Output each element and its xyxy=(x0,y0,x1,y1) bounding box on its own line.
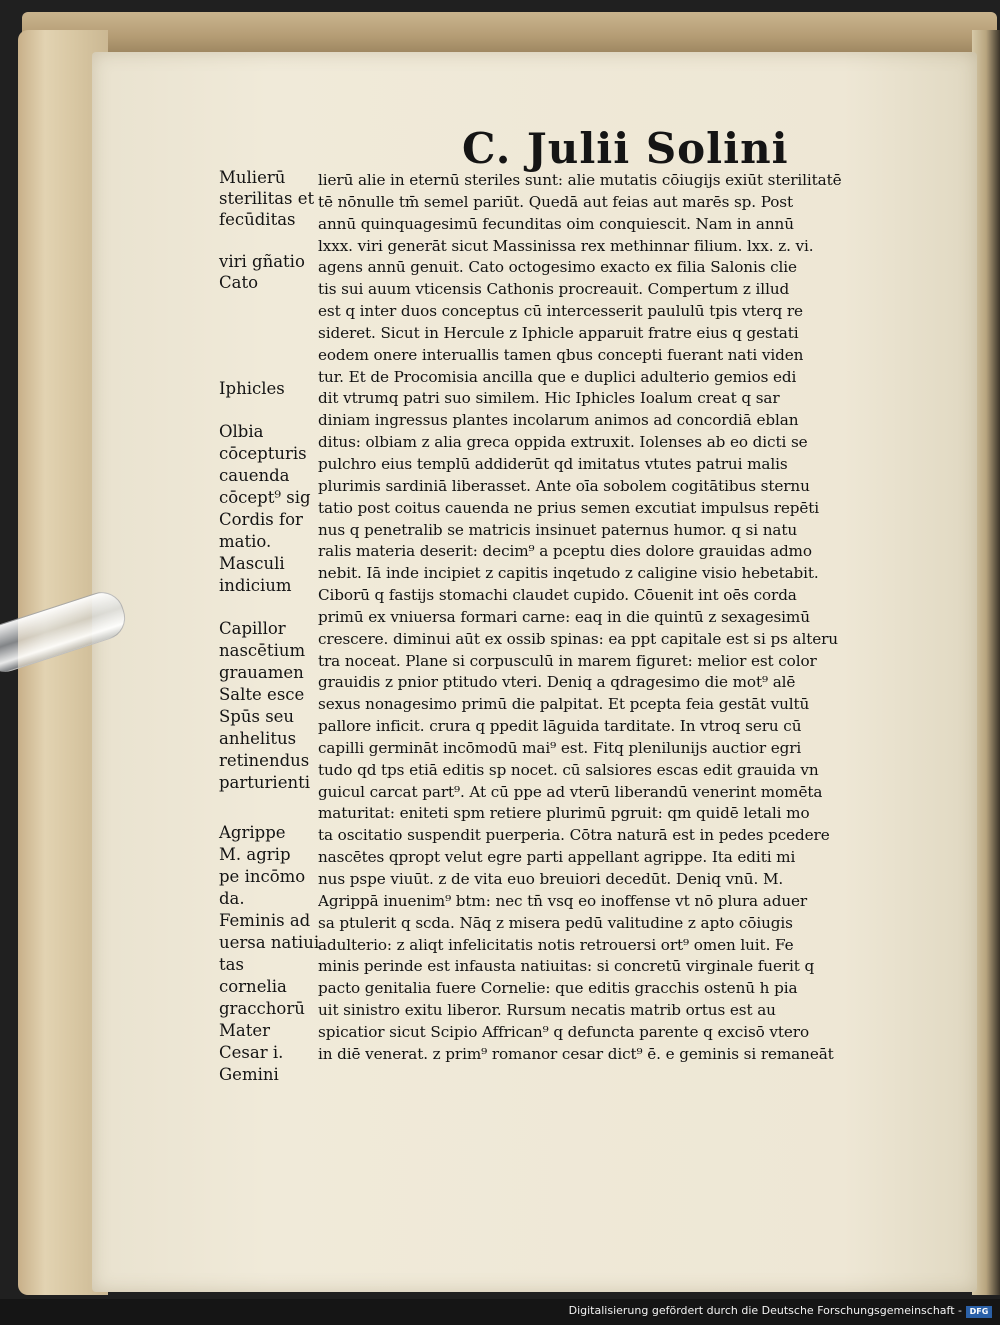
body-text-block xyxy=(318,170,908,1066)
text-line: diniam ingressus plantes incolarum animos ad concordiā eblan xyxy=(318,411,799,430)
text-line: sideret. Sicut in Hercule z Iphicle apparuit fratre eius q gestati xyxy=(318,323,799,342)
text-line: guicul carcat part⁹. At cū ppe ad vterū liberandū venerint momēta xyxy=(318,782,823,801)
text-line: dit vtrumq patri suo similem. Hic Iphicles Ioalum creat q sar xyxy=(318,389,780,408)
marginal-note: indicium xyxy=(219,576,292,595)
marginal-note: cōcept⁹ sig xyxy=(219,488,311,507)
text-line: capilli germināt incōmodū mai⁹ est. Fitq plenilunijs auctior egri xyxy=(318,738,802,757)
text-line: plurimis sardiniā liberasset. Ante oīa sobolem cogitātibus sternu xyxy=(318,476,810,495)
marginal-note: tas xyxy=(219,955,244,974)
marginal-note: Spūs seu xyxy=(219,707,295,726)
text-line: lierū alie in eternū steriles sunt: alie mutatis cōiugijs exiūt sterilitatē xyxy=(318,171,842,189)
text-line: ta oscitatio suspendit puerperia. Cōtra naturā est in pedes pcedere xyxy=(318,826,830,845)
marginal-note: fecūditas xyxy=(219,210,296,229)
marginal-note: cornelia xyxy=(219,977,287,996)
text-line: pallore inficit. crura q ppedit lāguida tarditate. In vtroq seru cū xyxy=(318,717,802,736)
marginal-note: grauamen xyxy=(219,663,304,682)
text-line: nascētes qpropt velut egre parti appellant agrippe. Ita editi mi xyxy=(318,848,796,867)
marginal-note: Cato xyxy=(219,273,259,292)
text-line: sexus nonagesimo primū die palpitat. Et pcepta feia gestāt vultū xyxy=(318,695,810,714)
marginal-note: Salte esce xyxy=(219,685,305,704)
marginal-note: anhelitus xyxy=(219,729,297,748)
marginal-note: Masculi xyxy=(219,554,285,573)
marginal-note: Mulierū xyxy=(219,168,286,187)
marginal-note: M. agrip xyxy=(219,845,291,864)
marginal-note: matio. xyxy=(219,532,272,551)
text-line: ralis materia deserit: decim⁹ a pceptu dies dolore grauidas admo xyxy=(318,542,812,561)
text-line: Ciborū q fastijs stomachi claudet cupido. Cōuenit int oēs corda xyxy=(318,586,797,605)
text-line: spicatior sicut Scipio Affrican⁹ q defuncta parente q excisō vtero xyxy=(318,1022,809,1041)
text-line: in diē venerat. z prim⁹ romanor cesar dict⁹ ē. e geminis si remaneāt xyxy=(318,1044,834,1063)
text-line: minis perinde est infausta natiuitas: si concretū virginale fuerit q xyxy=(318,957,815,976)
running-head: C. Julii Solini xyxy=(462,124,789,173)
marginal-note: uersa natiui xyxy=(219,933,320,952)
marginal-note: Cesar i. xyxy=(219,1043,284,1062)
marginal-note: nascētium xyxy=(219,641,306,660)
marginal-note: Iphicles xyxy=(219,379,285,398)
text-line: annū quinquagesimū fecunditas oim conquiescit. Nam in annū xyxy=(318,214,794,233)
text-line: ditus: olbiam z alia greca oppida extruxit. Iolenses ab eo dicti se xyxy=(318,433,808,452)
text-line: tē nōnulle tm̄ semel pariūt. Quedā aut feias aut marēs sp. Post xyxy=(318,192,794,211)
text-line: tur. Et de Procomisia ancilla que e duplici adulterio gemios edi xyxy=(318,367,797,386)
dfg-logo: DFG xyxy=(966,1306,992,1318)
text-line: agens annū genuit. Cato octogesimo exacto ex filia Salonis clie xyxy=(318,258,797,277)
text-line: tis sui auum vticensis Cathonis procreauit. Compertum z illud xyxy=(318,280,790,299)
marginal-note: cōcepturis xyxy=(219,444,307,463)
text-line: uit sinistro exitu liberor. Rursum necatis matrib ortus est au xyxy=(318,1001,776,1020)
marginal-note: Gemini xyxy=(219,1065,279,1084)
text-line: nebit. Iā inde incipiet z capitis inqetudo z caligine visio hebetabit. xyxy=(318,564,819,583)
text-line: nus pspe viuūt. z de vita euo breuiori decedūt. Deniq vnū. M. xyxy=(318,870,784,888)
text-line: tra noceat. Plane si corpusculū in marem figuret: melior est color xyxy=(318,651,817,670)
marginal-note: parturienti xyxy=(219,773,311,792)
text-line: Agrippā inuenim⁹ btm: nec tn̄ vsq eo inoffense vt nō plura aduer xyxy=(318,891,808,910)
text-line: grauidis z pnior ptitudo vteri. Deniq a qdragesimo die mot⁹ alē xyxy=(318,673,796,692)
text-line: pacto genitalia fuere Cornelie: que editis gracchis ostenū h pia xyxy=(318,979,798,998)
marginal-note: Cordis for xyxy=(219,510,303,529)
marginal-note: retinendus xyxy=(219,751,310,770)
text-line: primū ex vniuersa formari carne: eaq in die quintū z sexagesimū xyxy=(318,607,810,626)
marginal-note: pe incōmo xyxy=(219,867,306,886)
digitization-credit: Digitalisierung gefördert durch die Deutsche Forschungsgemeinschaft - xyxy=(568,1304,962,1317)
text-line: eodem onere interuallis tamen qbus concepti fuerant nati viden xyxy=(318,345,804,364)
text-line: tudo qd tps etiā editis sp nocet. cū salsiores escas edit grauida vn xyxy=(318,760,819,779)
marginal-note: Agrippe xyxy=(219,823,286,842)
marginal-note: Olbia xyxy=(219,422,264,441)
marginal-note: Feminis ad xyxy=(219,911,311,930)
book-top-edge xyxy=(22,12,997,52)
marginal-note: Capillor xyxy=(219,619,286,638)
marginal-note: gracchorū xyxy=(219,999,305,1018)
text-line: est q inter duos conceptus cū intercesserit paululū tpis vterq re xyxy=(318,302,803,321)
text-line: adulterio: z aliqt infelicitatis notis retrouersi ort⁹ omen luit. Fe xyxy=(318,935,794,954)
text-line: maturitat: eniteti spm retiere plurimū pgruit: qm quidē letali mo xyxy=(318,804,810,823)
text-line: crescere. diminui aūt ex ossib spinas: ea ppt capitale est si ps alteru xyxy=(318,629,838,648)
text-line: sa ptulerit q scda. Nāq z misera pedū valitudine z apto cōiugis xyxy=(318,913,793,932)
marginal-note: da. xyxy=(219,889,245,908)
marginal-note: Mater xyxy=(219,1021,271,1040)
marginal-note: cauenda xyxy=(219,466,290,485)
text-line: lxxx. viri generāt sicut Massinissa rex methinnar filium. lxx. z. vi. xyxy=(318,236,814,255)
marginal-note: viri gñatio xyxy=(219,252,305,271)
text-line: nus q penetralib se matricis insinuet paternus humor. q si natu xyxy=(318,520,798,539)
marginal-note: sterilitas et xyxy=(219,189,315,208)
text-line: pulchro eius templū addiderūt qd imitatus vtutes patrui malis xyxy=(318,454,788,473)
text-line: tatio post coitus cauenda ne prius semen excutiat impulsus repēti xyxy=(318,498,820,517)
